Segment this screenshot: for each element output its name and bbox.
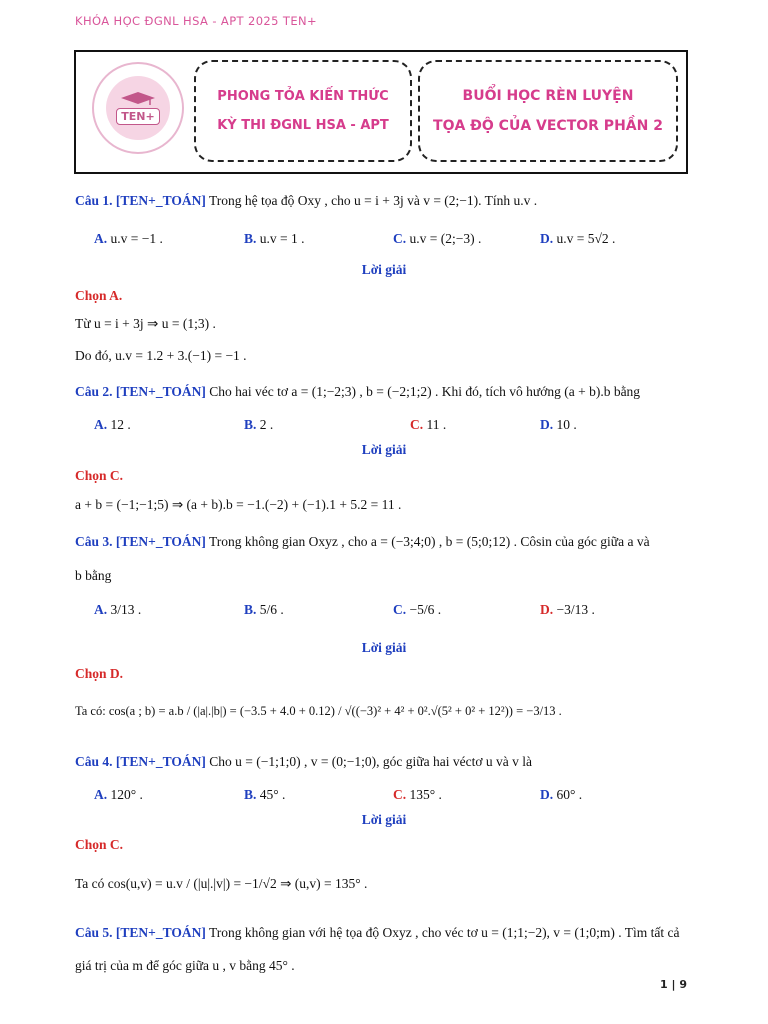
question-3: [75, 534, 650, 551]
question-text: Cho hai véc tơ a = (1;−2;3) , b = (−2;1;2) . Khi đó, tích vô hướng (a + b).b bằng: [205, 384, 641, 399]
option-letter: A.: [94, 417, 108, 432]
option-c: [410, 417, 446, 433]
option-text: 45° .: [256, 787, 286, 802]
page-number: 1 | 9: [660, 978, 687, 991]
option-letter: D.: [540, 417, 554, 432]
option-letter: C.: [410, 417, 424, 432]
question-label: Câu 4. [TEN+_TOÁN]: [75, 754, 206, 769]
option-c: [393, 787, 442, 803]
option-letter: A.: [94, 602, 108, 617]
logo: [92, 62, 184, 154]
option-text: 2 .: [256, 417, 274, 432]
question-label: Câu 5. [TEN+_TOÁN]: [75, 925, 206, 940]
logo-badge: [106, 76, 170, 140]
banner-box-right-line2: TỌA ĐỘ CỦA VECTOR PHẦN 2: [433, 118, 663, 134]
course-title: KHÓA HỌC ĐGNL HSA - APT 2025 TEN+: [75, 14, 318, 28]
solution-line: Ta có cos(u,v) = u.v / (|u|.|v|) = −1/√2 ⇒ (u,v) = 135° .: [75, 876, 368, 891]
answer-choice: Chọn C.: [75, 468, 124, 483]
option-b: [244, 417, 273, 433]
option-a: [94, 602, 141, 618]
option-text: −3/13 .: [553, 602, 595, 617]
option-letter: B.: [244, 231, 257, 246]
answer-choice: Chọn C.: [75, 837, 124, 852]
option-d: [540, 417, 577, 433]
question-5-line2: giá trị của m để góc giữa u , v bằng 45° .: [75, 958, 295, 973]
option-letter: C.: [393, 231, 407, 246]
option-d: [540, 231, 615, 247]
question-label: Câu 3. [TEN+_TOÁN]: [75, 534, 206, 549]
option-letter: A.: [94, 231, 108, 246]
graduation-cap-icon: [121, 92, 155, 106]
option-d: [540, 602, 595, 618]
option-text: 10 .: [553, 417, 577, 432]
option-b: [244, 231, 305, 247]
option-b: [244, 787, 285, 803]
option-letter: C.: [393, 787, 407, 802]
option-text: −5/6 .: [406, 602, 442, 617]
question-text: Trong không gian Oxyz , cho a = (−3;4;0) , b = (5;0;12) . Côsin của góc giữa a và: [205, 534, 650, 549]
option-letter: C.: [393, 602, 407, 617]
question-3-line2: b bằng: [75, 568, 112, 583]
question-text: Cho u = (−1;1;0) , v = (0;−1;0), góc giữa hai véctơ u và v là: [205, 754, 532, 769]
option-letter: D.: [540, 787, 554, 802]
option-a: [94, 417, 131, 433]
option-text: 135° .: [406, 787, 442, 802]
banner-box-right-line1: BUỔI HỌC RÈN LUYỆN: [462, 88, 634, 104]
solution-line: Từ u = i + 3j ⇒ u = (1;3) .: [75, 316, 216, 331]
answer-choice: Chọn A.: [75, 288, 123, 303]
solution-heading: Lời giải: [361, 262, 407, 277]
option-b: [244, 602, 284, 618]
option-text: u.v = −1 .: [107, 231, 163, 246]
option-d: [540, 787, 582, 803]
option-text: u.v = (2;−3) .: [406, 231, 482, 246]
option-text: 3/13 .: [107, 602, 142, 617]
option-text: 120° .: [107, 787, 143, 802]
question-2: [75, 384, 640, 401]
answer-choice: Chọn D.: [75, 666, 124, 681]
banner-box-left: [194, 60, 412, 162]
option-letter: D.: [540, 231, 554, 246]
option-text: 11 .: [423, 417, 447, 432]
solution-line: Ta có: cos(a ; b) = a.b / (|a|.|b|) = (−3.5 + 4.0 + 0.12) / √((−3)² + 4² + 0².√(5² + 0² + 12²)) = −3/13 .: [75, 704, 562, 718]
option-a: [94, 231, 163, 247]
question-text: Trong hệ tọa độ Oxy , cho u = i + 3j và v = (2;−1). Tính u.v .: [205, 193, 538, 208]
solution-line: a + b = (−1;−1;5) ⇒ (a + b).b = −1.(−2) + (−1).1 + 5.2 = 11 .: [75, 497, 402, 512]
option-letter: B.: [244, 787, 257, 802]
option-text: u.v = 5√2 .: [553, 231, 616, 246]
question-text: Trong không gian với hệ tọa độ Oxyz , cho véc tơ u = (1;1;−2), v = (1;0;m) . Tìm tất cả: [205, 925, 680, 940]
option-text: 12 .: [107, 417, 131, 432]
question-1: [75, 193, 537, 210]
logo-text: TEN+: [116, 108, 159, 125]
solution-heading: Lời giải: [361, 812, 407, 827]
option-letter: A.: [94, 787, 108, 802]
solution-line: Do đó, u.v = 1.2 + 3.(−1) = −1 .: [75, 348, 247, 363]
banner-box-right: [418, 60, 678, 162]
option-a: [94, 787, 143, 803]
option-text: 60° .: [553, 787, 583, 802]
question-label: Câu 1. [TEN+_TOÁN]: [75, 193, 206, 208]
option-letter: B.: [244, 602, 257, 617]
banner-box-left-line1: PHONG TỎA KIẾN THỨC: [217, 89, 389, 104]
solution-heading: Lời giải: [361, 640, 407, 655]
option-letter: D.: [540, 602, 554, 617]
option-text: u.v = 1 .: [256, 231, 305, 246]
option-text: 5/6 .: [256, 602, 284, 617]
solution-heading: Lời giải: [361, 442, 407, 457]
option-c: [393, 602, 441, 618]
option-c: [393, 231, 481, 247]
question-5: [75, 925, 680, 942]
banner-box-left-line2: KỲ THI ĐGNL HSA - APT: [217, 118, 389, 133]
question-4: [75, 754, 532, 771]
question-label: Câu 2. [TEN+_TOÁN]: [75, 384, 206, 399]
title-banner: [74, 50, 688, 174]
option-letter: B.: [244, 417, 257, 432]
